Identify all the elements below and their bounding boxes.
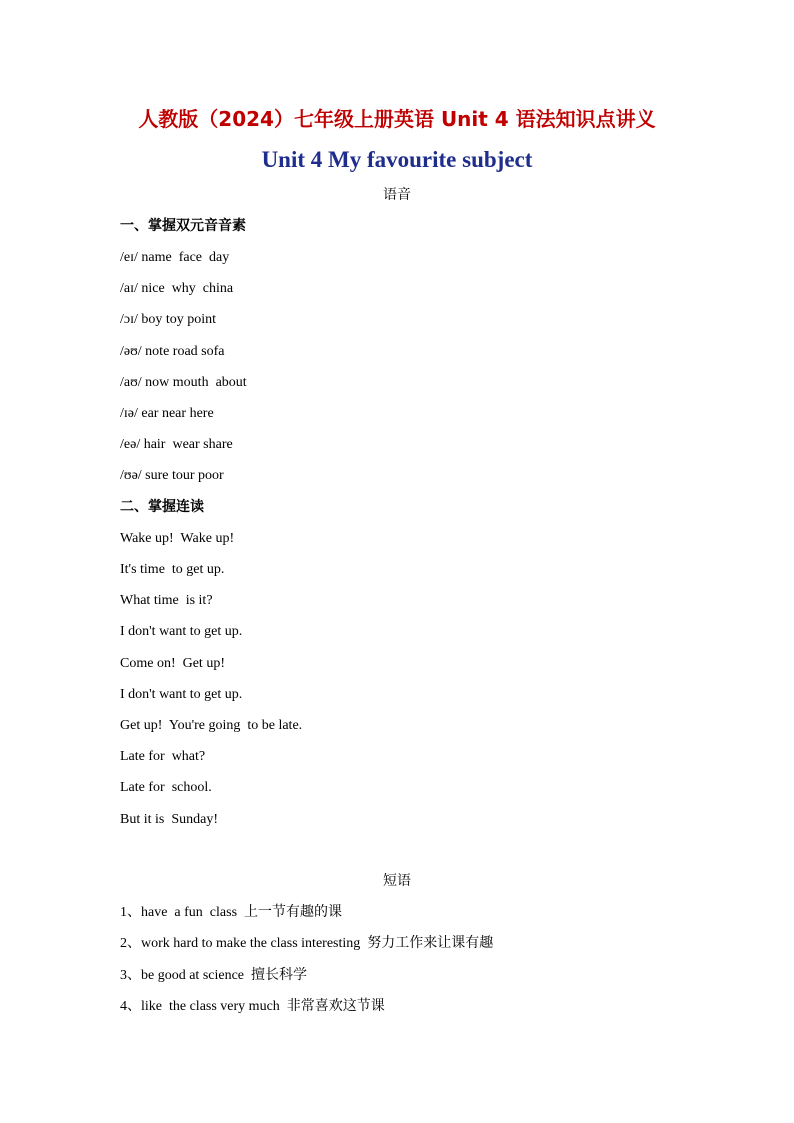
phrase-chinese: 擅长科学 [251,967,308,983]
liaison-line: I don't want to get up. [120,687,243,702]
phrase-chinese: 上一节有趣的课 [244,904,343,920]
diphthong-line: /ɔɪ/ boy toy point [120,312,217,327]
document-subtitle: Unit 4 My favourite subject [261,147,533,172]
liaison-line: Wake up! Wake up! [120,531,235,546]
liaison-line: Late for school. [120,780,212,795]
liaison-line: I don't want to get up. [120,624,243,639]
diphthong-line: /aɪ/ nice why china [120,281,234,296]
document-title: 人教版（2024）七年级上册英语 Unit 4 语法知识点讲义 [138,107,656,131]
phrase-english: 2、work hard to make the class interesting [120,936,368,951]
diphthong-line: /eə/ hair wear share [120,437,233,452]
diphthong-line: /aʊ/ now mouth about [120,375,247,390]
diphthong-line: /eɪ/ name face day [120,250,230,265]
section-heading-liaison: 二、掌握连读 [120,499,204,515]
phrase-chinese: 努力工作来让课有趣 [367,935,494,951]
diphthong-line: /ʊə/ sure tour poor [120,468,224,483]
phrase-item [120,902,342,923]
phrase-english: 4、like the class very much [120,999,287,1014]
phrase-item [120,965,307,986]
liaison-line: Come on! Get up! [120,656,225,671]
liaison-line: What time is it? [120,593,213,608]
pronunciation-heading: 语音 [383,187,411,203]
phrase-item [120,996,385,1017]
section-heading-diphthongs: 一、掌握双元音音素 [120,218,246,234]
liaison-line: But it is Sunday! [120,812,219,827]
phrases-heading: 短语 [383,873,411,889]
phrase-english: 3、be good at science [120,968,252,983]
phrase-item [120,933,493,954]
phrase-english: 1、have a fun class [120,905,245,920]
phrase-chinese: 非常喜欢这节课 [286,998,385,1014]
diphthong-line: /ɪə/ ear near here [120,406,214,421]
liaison-line: It's time to get up. [120,562,225,577]
liaison-line: Get up! You're going to be late. [120,718,303,733]
diphthong-line: /əʊ/ note road sofa [120,344,225,359]
liaison-line: Late for what? [120,749,206,764]
